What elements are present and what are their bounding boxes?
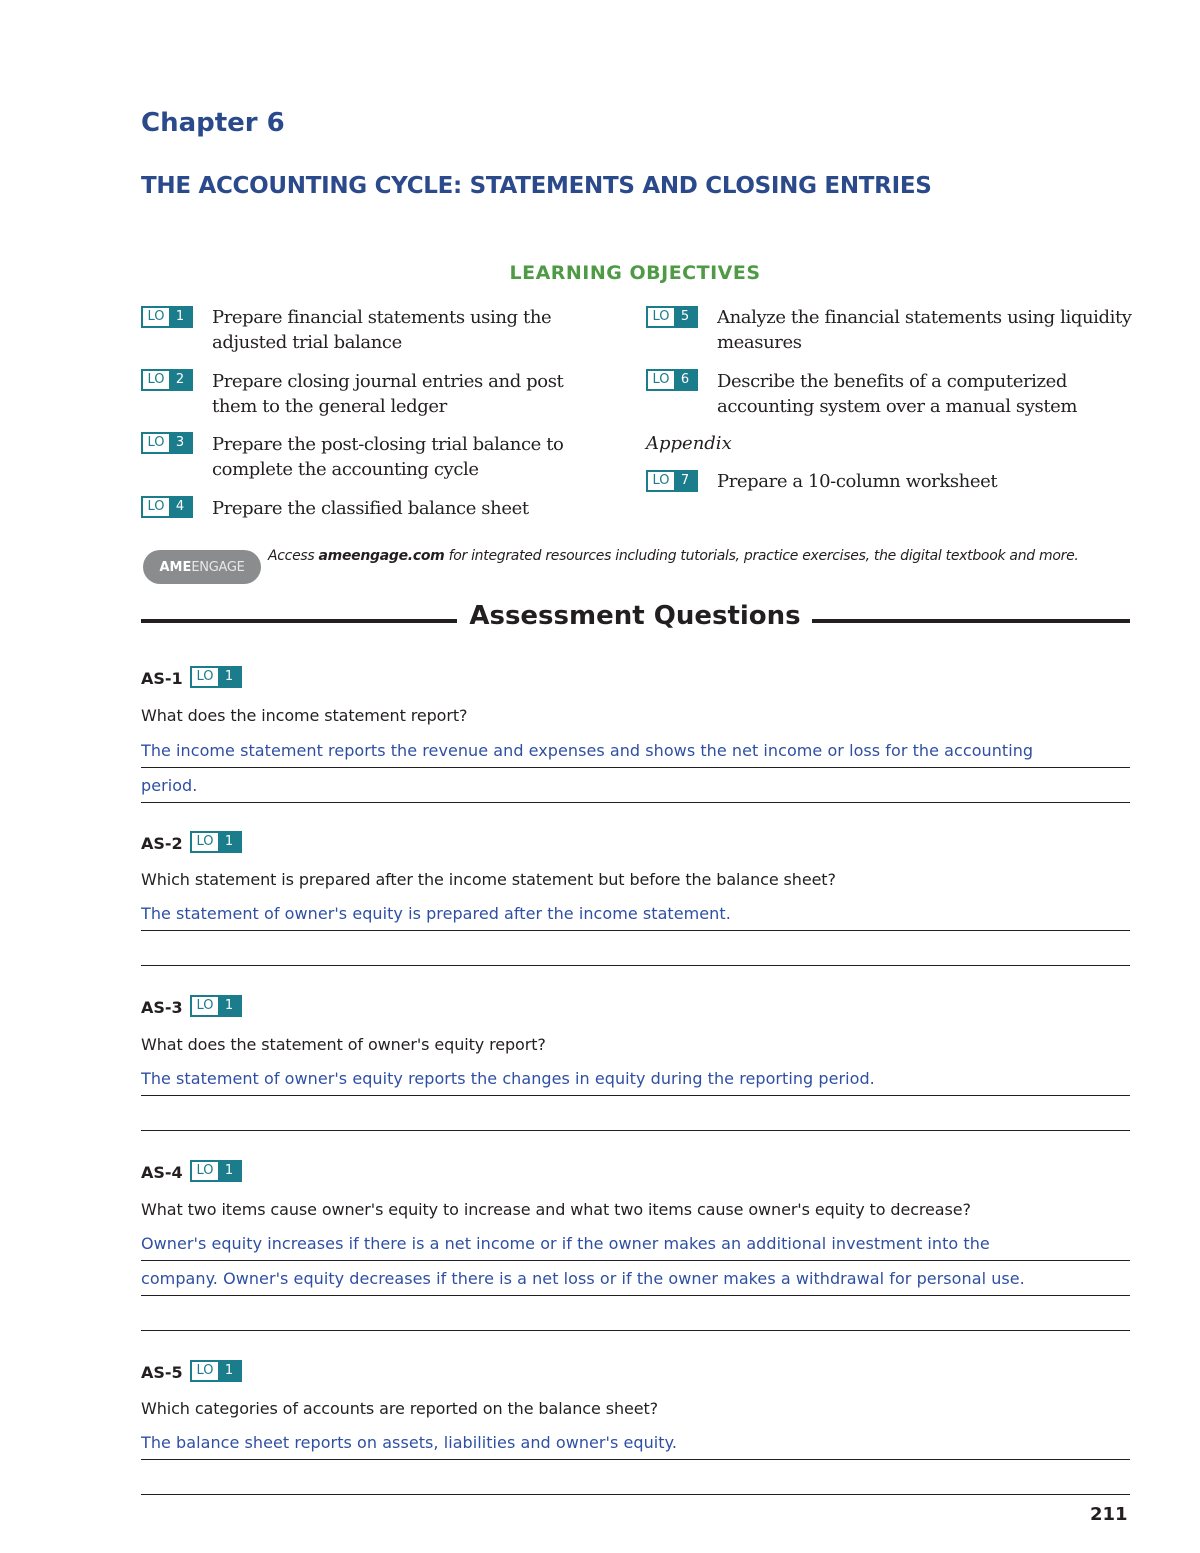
lo-badge-label: LO: [192, 668, 218, 686]
lo-badge-number: 1: [218, 1362, 240, 1380]
ameengage-link[interactable]: ameengage.com: [318, 548, 445, 564]
lo-badge-number: 1: [218, 997, 240, 1015]
chapter-label: Chapter 6: [141, 108, 285, 138]
answer-line: period.: [141, 769, 1130, 803]
ameengage-logo: [143, 550, 261, 584]
lo-badge-label: LO: [648, 308, 674, 326]
answer-line: The income statement reports the revenue and expenses and shows the net income or loss for the accounting: [141, 734, 1130, 768]
objective-text: Describe the benefits of a computerized accounting system over a manual system: [717, 371, 1078, 417]
lo-badge-number: 4: [169, 498, 191, 516]
lo-badge: [646, 470, 698, 492]
section-heading: Assessment Questions: [469, 601, 801, 631]
objective-text: Prepare a 10-column worksheet: [717, 471, 998, 492]
answer-line: [141, 932, 1130, 966]
question-id: AS-5: [141, 1363, 183, 1382]
question-text: Which statement is prepared after the income statement but before the balance sheet?: [141, 870, 836, 889]
answer-line: [141, 1097, 1130, 1131]
lo-badge-number: 2: [169, 371, 191, 389]
lo-badge: [190, 1360, 242, 1382]
question-text: What does the income statement report?: [141, 706, 468, 725]
objective-text: Prepare financial statements using the adjusted trial balance: [212, 307, 552, 353]
page-number: 211: [1090, 1504, 1128, 1525]
lo-badge: [190, 1160, 242, 1182]
lo-badge-number: 1: [169, 308, 191, 326]
lo-badge-label: LO: [143, 371, 169, 389]
objective-text: Prepare closing journal entries and post them to the general ledger: [212, 371, 564, 417]
section-rule-right: [812, 619, 1130, 623]
lo-badge-label: LO: [648, 371, 674, 389]
lo-badge-number: 1: [218, 1162, 240, 1180]
question-id: AS-3: [141, 998, 183, 1017]
lo-badge-number: 1: [218, 668, 240, 686]
lo-badge: [646, 306, 698, 328]
lo-badge-label: LO: [143, 308, 169, 326]
ameengage-logo-rest: ENGAGE: [191, 559, 245, 575]
answer-line: [141, 1461, 1130, 1495]
question-id: AS-2: [141, 834, 183, 853]
answer-line: company. Owner's equity decreases if there is a net loss or if the owner makes a withdrawal for personal use.: [141, 1262, 1130, 1296]
lo-badge: [141, 496, 193, 518]
answer-line: The statement of owner's equity reports the changes in equity during the reporting period.: [141, 1062, 1130, 1096]
lo-badge-number: 7: [674, 472, 696, 490]
answer-line: Owner's equity increases if there is a net income or if the owner makes an additional investment into the: [141, 1227, 1130, 1261]
chapter-title: THE ACCOUNTING CYCLE: STATEMENTS AND CLOSING ENTRIES: [141, 173, 932, 199]
question-text: Which categories of accounts are reported on the balance sheet?: [141, 1399, 659, 1418]
lo-badge-number: 3: [169, 434, 191, 452]
question-id: AS-1: [141, 669, 183, 688]
answer-line: [141, 1297, 1130, 1331]
lo-badge-label: LO: [143, 498, 169, 516]
answer-line: The statement of owner's equity is prepared after the income statement.: [141, 897, 1130, 931]
lo-badge-label: LO: [192, 1362, 218, 1380]
question-text: What two items cause owner's equity to increase and what two items cause owner's equity to decrease?: [141, 1200, 971, 1219]
lo-badge-label: LO: [192, 1162, 218, 1180]
lo-badge: [190, 995, 242, 1017]
lo-badge: [646, 369, 698, 391]
appendix-label: Appendix: [646, 433, 732, 454]
answer-line: The balance sheet reports on assets, liabilities and owner's equity.: [141, 1426, 1130, 1460]
question-id: AS-4: [141, 1163, 183, 1182]
ameengage-text-suffix: for integrated resources including tutorials, practice exercises, the digital textbook and more.: [444, 548, 1079, 564]
lo-badge-number: 6: [674, 371, 696, 389]
lo-badge: [141, 432, 193, 454]
ameengage-note: [268, 546, 1088, 566]
lo-badge: [190, 666, 242, 688]
lo-badge: [141, 369, 193, 391]
lo-badge-label: LO: [192, 833, 218, 851]
lo-badge: [141, 306, 193, 328]
objective-text: Analyze the financial statements using liquidity measures: [717, 307, 1132, 353]
lo-badge-number: 1: [218, 833, 240, 851]
lo-badge: [190, 831, 242, 853]
lo-badge-label: LO: [143, 434, 169, 452]
lo-badge-label: LO: [648, 472, 674, 490]
objective-text: Prepare the post-closing trial balance to complete the accounting cycle: [212, 434, 564, 480]
question-text: What does the statement of owner's equity report?: [141, 1035, 546, 1054]
lo-badge-label: LO: [192, 997, 218, 1015]
lo-badge-number: 5: [674, 308, 696, 326]
objective-text: Prepare the classified balance sheet: [212, 498, 529, 519]
ameengage-text-prefix: Access: [268, 548, 319, 564]
learning-objectives-heading: LEARNING OBJECTIVES: [509, 262, 761, 284]
ameengage-logo-bold: AME: [159, 559, 192, 575]
